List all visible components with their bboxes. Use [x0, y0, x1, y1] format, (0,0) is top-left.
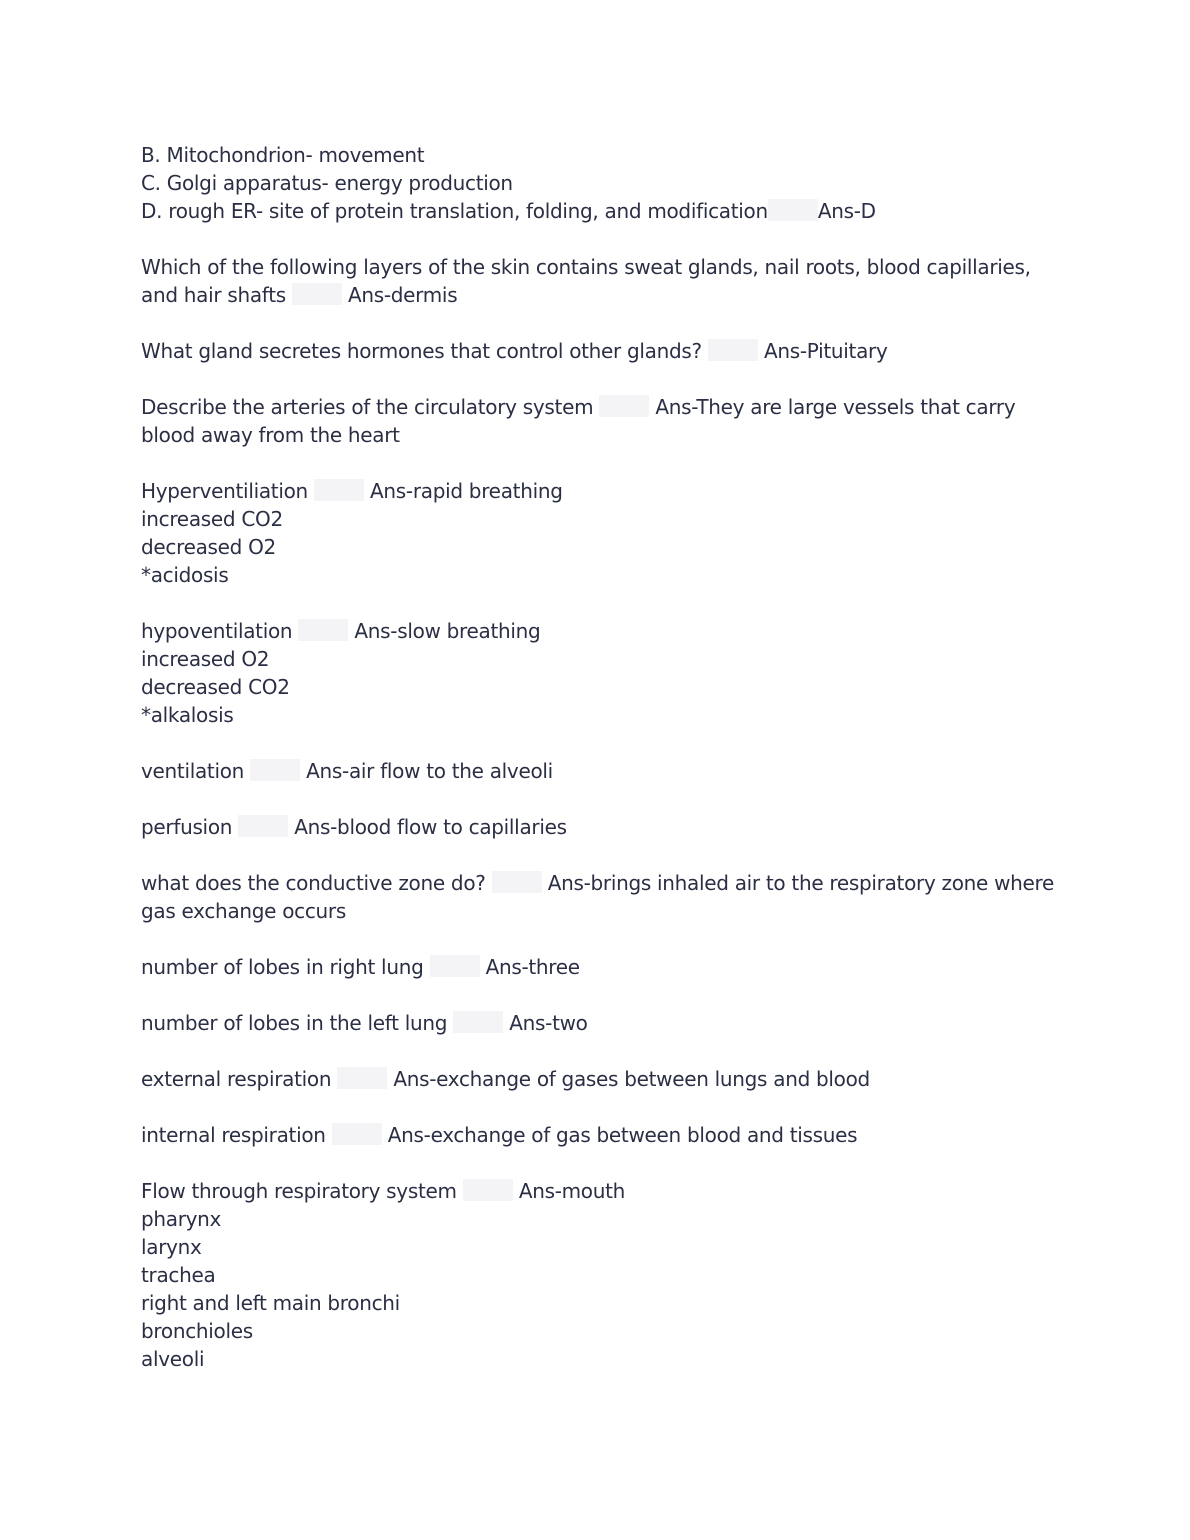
- flashcard-question: Describe the arteries of the circulatory system: [141, 395, 594, 419]
- answer-continuation-line: decreased O2: [141, 535, 276, 559]
- flashcard-answer: Ans-Pituitary: [763, 339, 888, 363]
- answer-continuation-line: increased O2: [141, 647, 270, 671]
- flashcard-answer: Ans-three: [485, 955, 580, 979]
- document-page: [141, 141, 1071, 1373]
- flashcard-question: ventilation: [141, 759, 245, 783]
- paragraph-gap: [141, 1149, 1071, 1177]
- flashcard-row: [141, 393, 1071, 449]
- flashcard-row: [141, 1177, 1071, 1205]
- flashcard-entry: [141, 253, 1071, 309]
- answer-continuation-line: *acidosis: [141, 563, 229, 587]
- option-d: D. rough ER- site of protein translation, folding, and modification: [141, 199, 768, 223]
- answer-separator: [292, 283, 342, 305]
- paragraph-gap: [141, 925, 1071, 953]
- paragraph-gap: [141, 785, 1071, 813]
- flashcard-answer: Ans-They are large vessels that carry blood away from the heart: [141, 395, 1016, 447]
- option-c: C. Golgi apparatus- energy production: [141, 171, 513, 195]
- paragraph-gap: [141, 841, 1071, 869]
- flashcard-answer: Ans-air flow to the alveoli: [306, 759, 553, 783]
- answer-continuation-line: decreased CO2: [141, 675, 290, 699]
- answer-continuation-line: bronchioles: [141, 1319, 253, 1343]
- flashcard-entry: [141, 393, 1071, 449]
- answer-separator: [453, 1011, 503, 1033]
- answer-separator: [708, 339, 758, 361]
- paragraph-gap: [141, 225, 1071, 253]
- answer-separator: [430, 955, 480, 977]
- paragraph-gap: [141, 365, 1071, 393]
- flashcard-answer: Ans-dermis: [347, 283, 458, 307]
- flashcard-entry: [141, 757, 1071, 785]
- flashcard-row: [141, 1121, 1071, 1149]
- flashcard-entry: [141, 1065, 1071, 1093]
- flashcard-answer: Ans-rapid breathing: [370, 479, 563, 503]
- flashcard-answer: Ans-brings inhaled air to the respiratory zone where gas exchange occurs: [141, 871, 1055, 923]
- flashcard-answer: Ans-exchange of gases between lungs and blood: [393, 1067, 870, 1091]
- flashcard-entry: [141, 953, 1071, 981]
- flashcard-row: [141, 953, 1071, 981]
- flashcard-row: [141, 337, 1071, 365]
- flashcard-row: [141, 477, 1071, 505]
- flashcard-entry: [141, 1177, 1071, 1373]
- flashcard-entry: [141, 869, 1071, 925]
- options-answer: Ans-D: [817, 199, 876, 223]
- answer-continuation-line: increased CO2: [141, 507, 283, 531]
- paragraph-gap: [141, 1093, 1071, 1121]
- flashcard-answer: Ans-blood flow to capillaries: [294, 815, 567, 839]
- answer-separator: [599, 395, 649, 417]
- answer-continuation-line: right and left main bronchi: [141, 1291, 400, 1315]
- flashcard-list: [141, 225, 1071, 1373]
- answer-continuation-line: *alkalosis: [141, 703, 234, 727]
- answer-continuation-line: alveoli: [141, 1347, 205, 1371]
- paragraph-gap: [141, 729, 1071, 757]
- flashcard-entry: [141, 1121, 1071, 1149]
- answer-continuation-line: larynx: [141, 1235, 202, 1259]
- flashcard-entry: [141, 617, 1071, 729]
- flashcard-row: [141, 1065, 1071, 1093]
- paragraph-gap: [141, 309, 1071, 337]
- flashcard-answer: Ans-two: [509, 1011, 588, 1035]
- answer-separator: [250, 759, 300, 781]
- flashcard-question: perfusion: [141, 815, 233, 839]
- option-d-row: [141, 197, 1071, 225]
- answer-separator: [337, 1067, 387, 1089]
- flashcard-row: [141, 253, 1071, 309]
- answer-separator: [463, 1179, 513, 1201]
- flashcard-row: [141, 757, 1071, 785]
- flashcard-row: [141, 869, 1071, 925]
- option-b: B. Mitochondrion- movement: [141, 143, 425, 167]
- flashcard-answer: Ans-mouth: [518, 1179, 626, 1203]
- flashcard-question: hypoventilation: [141, 619, 293, 643]
- flashcard-question: external respiration: [141, 1067, 332, 1091]
- flashcard-row: [141, 617, 1071, 645]
- paragraph-gap: [141, 1037, 1071, 1065]
- flashcard-answer: Ans-slow breathing: [354, 619, 541, 643]
- flashcard-question: number of lobes in right lung: [141, 955, 424, 979]
- flashcard-question: internal respiration: [141, 1123, 326, 1147]
- answer-separator: [314, 479, 364, 501]
- answer-separator: [768, 199, 818, 221]
- paragraph-gap: [141, 981, 1071, 1009]
- answer-separator: [332, 1123, 382, 1145]
- answer-separator: [492, 871, 542, 893]
- paragraph-gap: [141, 449, 1071, 477]
- flashcard-row: [141, 1009, 1071, 1037]
- mcq-options: [141, 141, 1071, 225]
- flashcard-answer: Ans-exchange of gas between blood and tissues: [387, 1123, 858, 1147]
- answer-separator: [238, 815, 288, 837]
- flashcard-entry: [141, 477, 1071, 589]
- flashcard-question: number of lobes in the left lung: [141, 1011, 448, 1035]
- flashcard-entry: [141, 813, 1071, 841]
- flashcard-entry: [141, 337, 1071, 365]
- flashcard-question: Which of the following layers of the skin contains sweat glands, nail roots, blood capillaries, and hair shafts: [141, 255, 1031, 307]
- flashcard-question: Hyperventiliation: [141, 479, 308, 503]
- answer-separator: [298, 619, 348, 641]
- flashcard-question: what does the conductive zone do?: [141, 871, 486, 895]
- flashcard-entry: [141, 1009, 1071, 1037]
- flashcard-question: What gland secretes hormones that control other glands?: [141, 339, 702, 363]
- flashcard-row: [141, 813, 1071, 841]
- answer-continuation-line: trachea: [141, 1263, 216, 1287]
- flashcard-question: Flow through respiratory system: [141, 1179, 457, 1203]
- paragraph-gap: [141, 589, 1071, 617]
- answer-continuation-line: pharynx: [141, 1207, 222, 1231]
